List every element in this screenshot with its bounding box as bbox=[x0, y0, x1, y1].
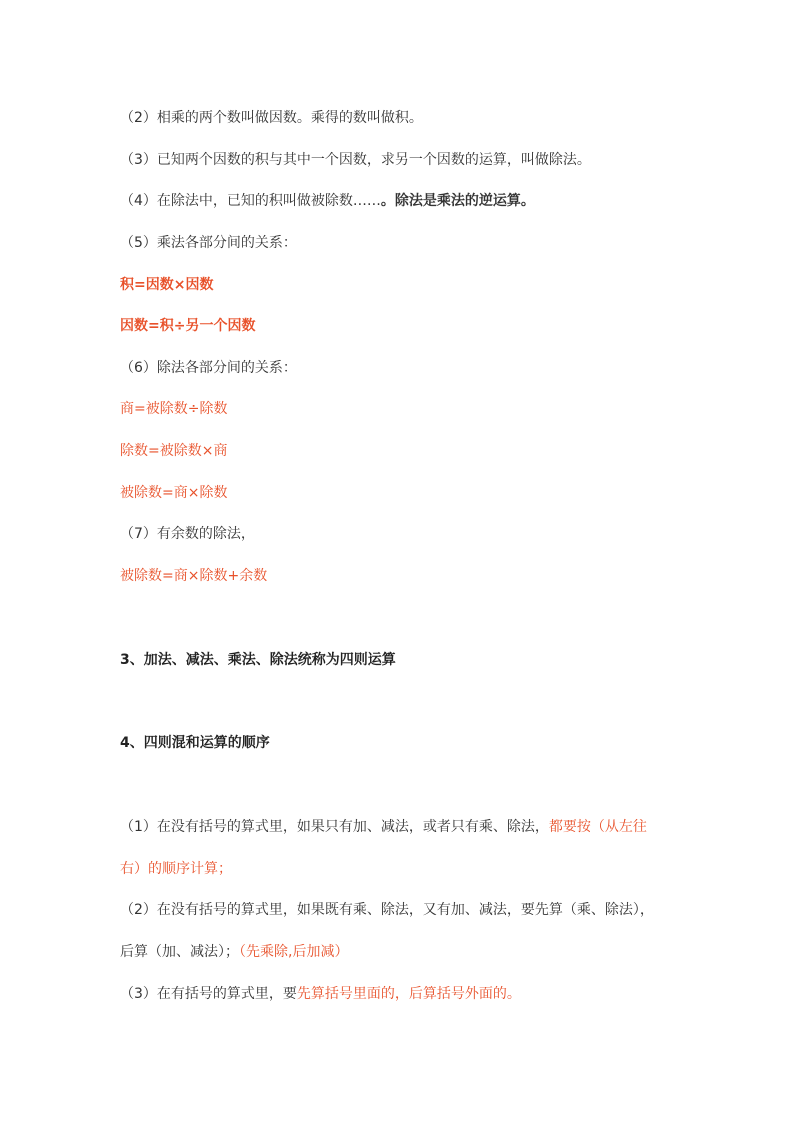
paragraph-text: （2）相乘的两个数叫做因数。乘得的数叫做积。 bbox=[120, 110, 423, 126]
formula-text: 因数=积÷另一个因数 bbox=[120, 318, 256, 334]
paragraph-division-with-remainder bbox=[120, 524, 700, 544]
formula-product bbox=[120, 275, 700, 295]
paragraph-text: （7）有余数的除法， bbox=[120, 526, 255, 542]
formula-divisor bbox=[120, 441, 700, 461]
heading-text: 3、加法、减法、乘法、除法统称为四则运算 bbox=[120, 652, 396, 668]
rule-1-line-a bbox=[120, 817, 700, 837]
formula-quotient bbox=[120, 399, 700, 419]
formula-text: 积=因数×因数 bbox=[120, 277, 214, 293]
formula-text: 商=被除数÷除数 bbox=[120, 401, 228, 417]
highlight-text: 都要按（从左往 bbox=[548, 819, 647, 835]
heading-text: 4、四则混和运算的顺序 bbox=[120, 735, 270, 751]
paragraph-text: （3）已知两个因数的积与其中一个因数，求另一个因数的运算，叫做除法。 bbox=[120, 152, 591, 168]
formula-dividend-remainder bbox=[120, 566, 700, 586]
rule-3-line bbox=[120, 984, 700, 1004]
formula-text: 被除数=商×除数+余数 bbox=[120, 568, 268, 584]
paragraph-multiplication-relations bbox=[120, 233, 700, 253]
paragraph-text: （4）在除法中，已知的积叫做被除数…… bbox=[120, 193, 381, 209]
paragraph-text: 后算（加、减法）； bbox=[120, 944, 239, 960]
paragraph-bold-text: 。除法是乘法的逆运算。 bbox=[380, 193, 535, 209]
paragraph-text: （2）在没有括号的算式里，如果既有乘、除法，又有加、减法，要先算（乘、除法）， bbox=[120, 902, 654, 918]
paragraph-text: （6）除法各部分间的关系： bbox=[120, 360, 297, 376]
formula-dividend bbox=[120, 483, 700, 503]
section-heading-operation-order bbox=[120, 733, 700, 753]
rule-2-line-b bbox=[120, 942, 700, 962]
highlight-text: 先算括号里面的，后算括号外面的。 bbox=[296, 986, 521, 1002]
highlight-text: （先乘除,后加减） bbox=[239, 944, 349, 960]
paragraph-text: （1）在没有括号的算式里，如果只有加、减法，或者只有乘、除法， bbox=[120, 819, 549, 835]
formula-text: 除数=被除数×商 bbox=[120, 443, 228, 459]
formula-text: 被除数=商×除数 bbox=[120, 485, 228, 501]
section-heading-four-operations bbox=[120, 650, 700, 670]
paragraph-division-definition bbox=[120, 150, 700, 170]
paragraph-dividend bbox=[120, 191, 700, 211]
paragraph-text: （3）在有括号的算式里，要 bbox=[120, 986, 297, 1002]
highlight-text: 右）的顺序计算； bbox=[120, 861, 232, 877]
paragraph-text: （5）乘法各部分间的关系： bbox=[120, 235, 297, 251]
paragraph-multiplication-factors bbox=[120, 108, 700, 128]
rule-1-line-b bbox=[120, 859, 700, 879]
rule-2-line-a bbox=[120, 900, 700, 920]
formula-factor bbox=[120, 316, 700, 336]
paragraph-division-relations bbox=[120, 358, 700, 378]
